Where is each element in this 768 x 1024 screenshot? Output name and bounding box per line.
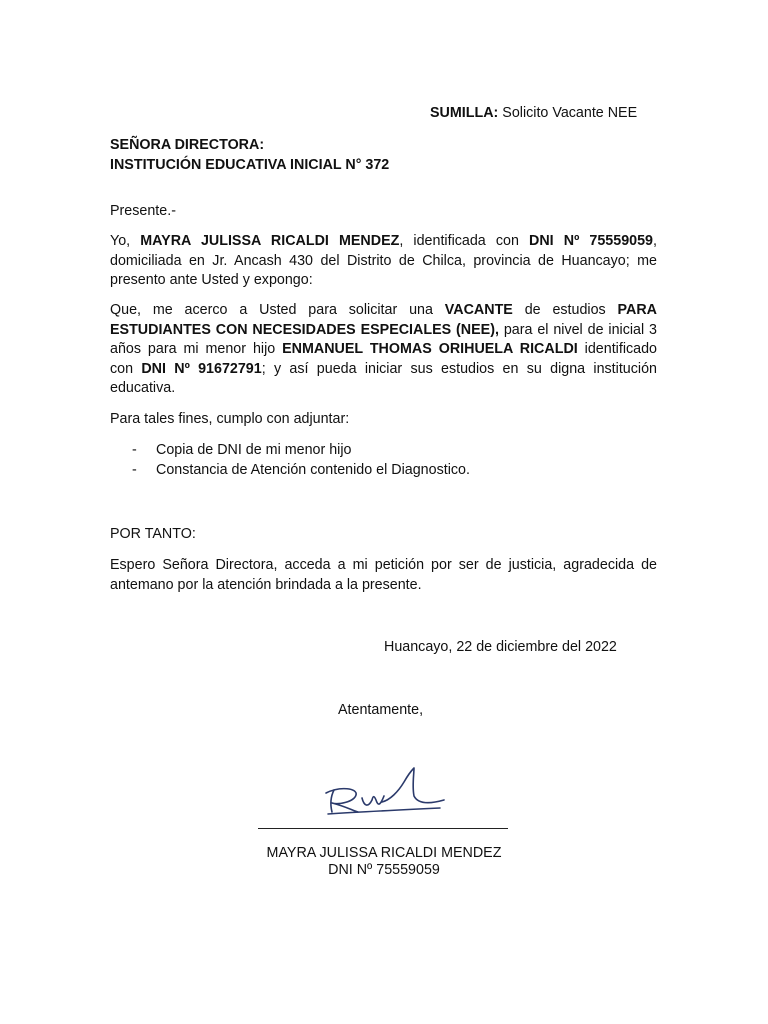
sumilla-line (430, 104, 750, 124)
p2-text-4: identificado con (110, 341, 658, 377)
list-item-text: Constancia de Atención contenido el Diagnostico. (156, 461, 470, 478)
sumilla-label: SUMILLA: (430, 105, 499, 121)
p2-text-3: para el nivel de inicial 3 años para mi menor hijo (110, 321, 658, 357)
signature-icon (318, 762, 458, 820)
attachments-list (110, 441, 470, 480)
p2-text-1: Que, me acerco a Usted para solicitar una (110, 302, 445, 318)
date-line: Huancayo, 22 de diciembre del 2022 (384, 639, 617, 655)
addressee-title: SEÑORA DIRECTORA: (110, 137, 265, 153)
por-tanto-heading: POR TANTO: (110, 526, 196, 542)
signer-block (200, 845, 568, 879)
p2-text-5: ; y así pueda iniciar sus estudios en su digna institución educativa. (110, 360, 657, 396)
applicant-dni: DNI Nº 75559059 (529, 233, 654, 249)
signer-name: MAYRA JULISSA RICALDI MENDEZ (266, 845, 502, 861)
list-item (110, 441, 470, 461)
paragraph-closing: Espero Señora Directora, acceda a mi petición por ser de justicia, agradecida de antemano por la atención brindada a la presente. (110, 557, 657, 593)
p1-text-1: Yo, (110, 233, 141, 249)
list-dash: - (132, 461, 137, 478)
p2-text-2: de estudios (512, 302, 618, 318)
addressee-institution: INSTITUCIÓN EDUCATIVA INICIAL N° 372 (110, 156, 390, 173)
list-item (110, 461, 470, 481)
applicant-name: MAYRA JULISSA RICALDI MENDEZ (140, 233, 400, 249)
list-item-text: Copia de DNI de mi menor hijo (156, 442, 352, 458)
paragraph-request (110, 301, 657, 399)
vacante-word: VACANTE (444, 302, 513, 318)
paragraph-introduction (110, 232, 657, 291)
addressee-block (110, 136, 389, 175)
sumilla-text: Solicito Vacante NEE (502, 105, 638, 121)
p1-text-2: , identificada con (399, 233, 530, 249)
signer-dni: DNI Nº 75559059 (328, 862, 440, 878)
child-dni: DNI Nº 91672791 (141, 360, 262, 377)
greeting: Presente.- (110, 203, 176, 219)
attachments-intro: Para tales fines, cumplo con adjuntar: (110, 411, 350, 427)
signature-line (258, 828, 508, 829)
list-dash: - (132, 442, 137, 458)
p1-text-3: , domiciliada en Jr. Ancash 430 del Distrito de Chilca, provincia de Huancayo; me presento ante Usted y expongo: (110, 233, 657, 288)
program-name: PARA ESTUDIANTES CON NECESIDADES ESPECIALES (NEE), (110, 302, 657, 338)
closing-salutation: Atentamente, (338, 702, 424, 718)
child-name: ENMANUEL THOMAS ORIHUELA RICALDI (282, 341, 578, 357)
